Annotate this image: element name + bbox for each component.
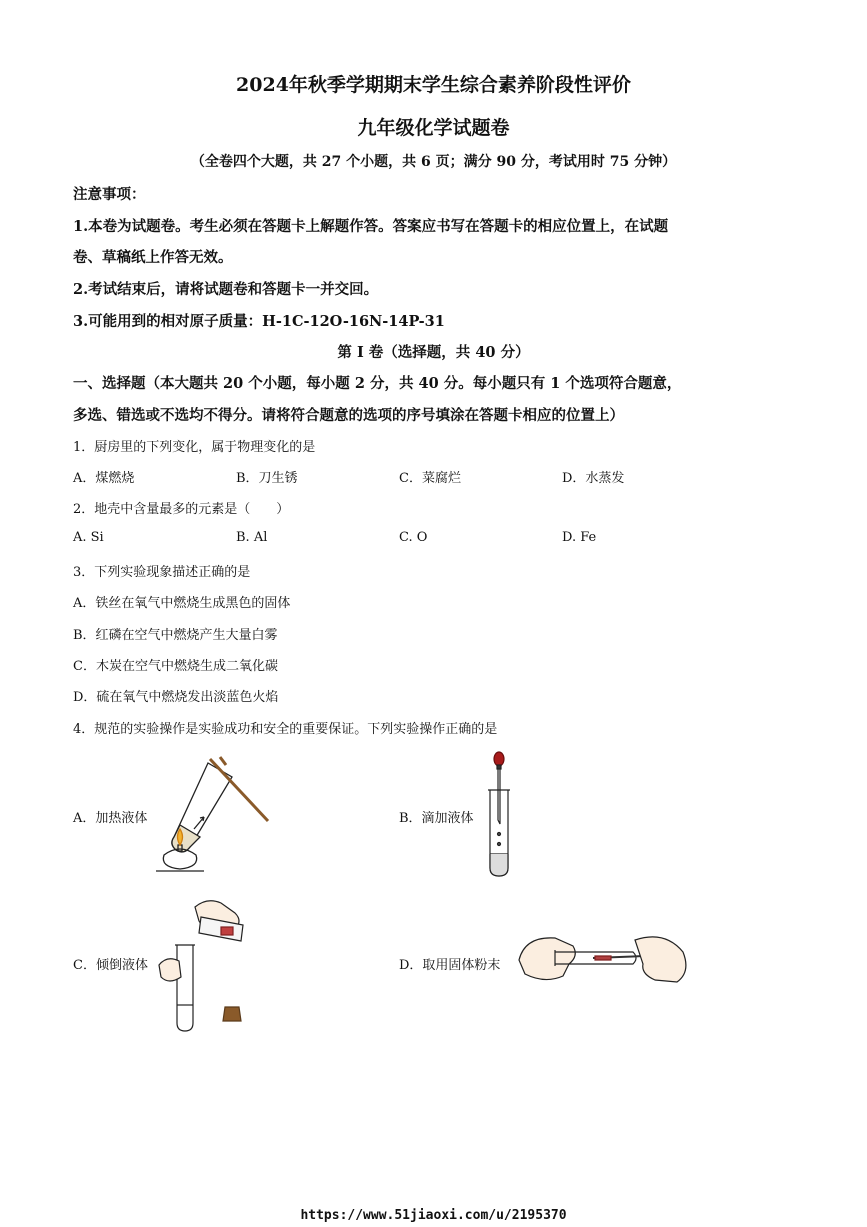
- question-stem: 1．厨房里的下列变化，属于物理变化的是: [73, 440, 316, 455]
- pouring-liquid-figure: [155, 895, 250, 1035]
- exam-info: （全卷四个大题，共 27 个小题，共 6 页；满分 90 分，考试用时 75 分钟）: [190, 154, 677, 170]
- option-d: D．硫在氧气中燃烧发出淡蓝色火焰: [73, 690, 279, 705]
- option-a: A．铁丝在氧气中燃烧生成黑色的固体: [73, 596, 291, 611]
- question-stem: 3．下列实验现象描述正确的是: [73, 565, 251, 580]
- notice-item-3: 3.可能用到的相对原子质量：H-1C-12O-16N-14P-31: [73, 313, 445, 330]
- option-d: D．水蒸发: [562, 471, 625, 486]
- notice-item-1-cont: 卷、草稿纸上作答无效。: [73, 249, 233, 266]
- dropper-figure: [485, 750, 515, 880]
- option-b: B．滴加液体: [399, 811, 474, 826]
- option-c: C．菜腐烂: [399, 471, 461, 486]
- option-b: B．刀生锈: [236, 471, 298, 486]
- notice-item-2: 2.考试结束后，请将试题卷和答题卡一并交回。: [73, 281, 379, 298]
- option-d: D. Fe: [562, 530, 597, 545]
- option-a: A．加热液体: [73, 811, 148, 826]
- section1-desc: 一、选择题（本大题共 20 个小题，每小题 2 分，共 40 分。每小题只有 1 个选项符合题意，: [73, 375, 682, 392]
- exam-subtitle: 九年级化学试题卷: [357, 117, 510, 139]
- powder-figure: [515, 930, 695, 990]
- notice-heading: 注意事项：: [73, 186, 146, 203]
- notice-item-1: 1.本卷为试题卷。考生必须在答题卡上解题作答。答案应书写在答题卡的相应位置上，在试题: [73, 218, 669, 235]
- question-stem: 4．规范的实验操作是实验成功和安全的重要保证。下列实验操作正确的是: [73, 722, 498, 737]
- heating-liquid-figure: [150, 755, 272, 875]
- option-d: D．取用固体粉末: [399, 958, 501, 973]
- footer-url[interactable]: https://www.51jiaoxi.com/u/2195370: [300, 1208, 567, 1223]
- section1-desc-cont: 多选、错选或不选均不得分。请将符合题意的选项的序号填涂在答题卡相应的位置上）: [73, 407, 624, 424]
- option-c: C. O: [399, 530, 428, 545]
- option-c: C．倾倒液体: [73, 958, 148, 973]
- option-a: A. Si: [73, 530, 104, 545]
- option-a: A．煤燃烧: [73, 471, 135, 486]
- exam-title: 2024年秋季学期期末学生综合素养阶段性评价: [236, 74, 631, 96]
- question-stem: 2．地壳中含量最多的元素是（ ）: [73, 502, 290, 517]
- part1-heading: 第 I 卷（选择题，共 40 分）: [337, 344, 530, 361]
- option-b: B．红磷在空气中燃烧产生大量白雾: [73, 628, 278, 643]
- option-c: C．木炭在空气中燃烧生成二氧化碳: [73, 659, 278, 674]
- option-b: B. Al: [236, 530, 268, 545]
